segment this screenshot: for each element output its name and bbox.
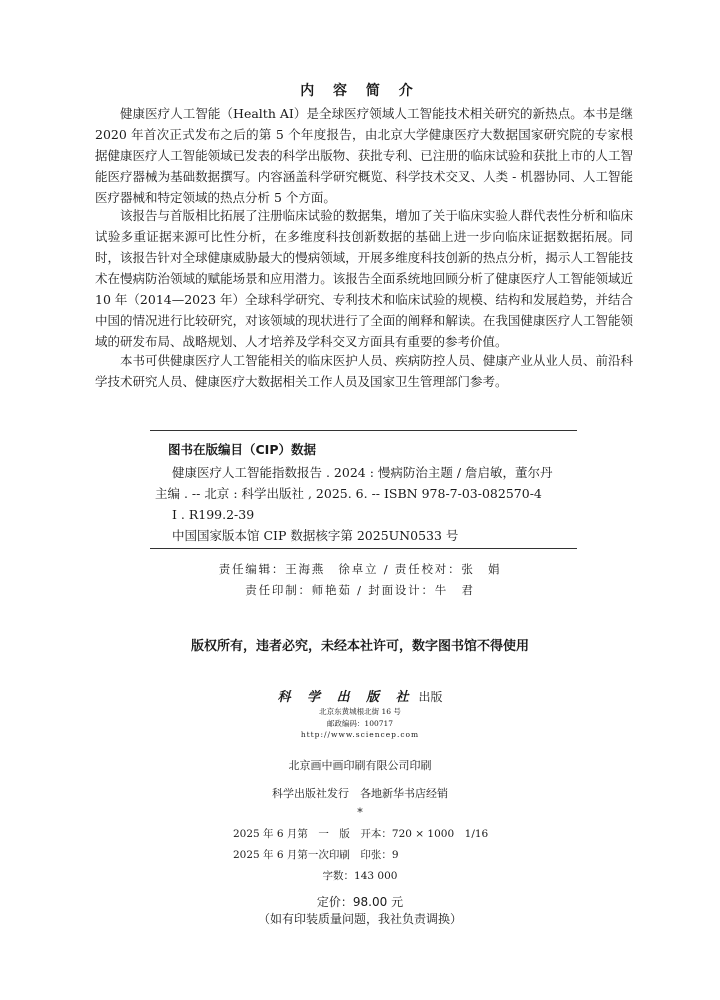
cip-data-block — [150, 430, 577, 549]
separator-asterisk: * — [357, 806, 363, 819]
cip-line: 中国国家版本馆 CIP 数据核字第 2025UN0533 号 — [172, 528, 459, 543]
production-credits: 责任印制：师艳茹 / 封面设计：牛 君 — [245, 583, 475, 597]
publisher-logo: 科 学 出 版 社 — [277, 690, 415, 705]
cip-heading: 图书在版编目（CIP）数据 — [168, 442, 316, 457]
divider — [150, 548, 577, 549]
word-count: 字数：143 000 — [322, 870, 398, 882]
publisher-address: 北京东黄城根北街 16 号 — [319, 707, 401, 716]
price: 定价：98.00 元 — [316, 895, 404, 909]
publisher-website: http://www.sciencep.com — [300, 730, 420, 739]
cip-line: Ⅰ . R199.2-39 — [172, 507, 255, 522]
summary-title: 内 容 简 介 — [300, 83, 420, 99]
summary-paragraph: 健康医疗人工智能（Health AI）是全球医疗领域人工智能技术相关研究的新热点。本书是继 2020 年首次正式发布之后的第 5 个年度报告，由北京大学健康医疗大数据国家研究院的专家根据健康医疗人工智能领域已发表的科学出版物、获批专利、已注册的临床试验和获批上市的人工智能医疗器械为基础数据撰写。内容涵盖科学研究概览、科学技术交叉、人类 - 机器协同、人工智能医疗器械和特定领域的热点分析 5 个方面。 — [95, 106, 633, 205]
divider — [150, 430, 577, 431]
printer: 北京画中画印刷有限公司印刷 — [288, 759, 432, 772]
summary-paragraph: 该报告与首版相比拓展了注册临床试验的数据集，增加了关于临床实验人群代表性分析和临床试验多重证据来源可比性分析，在多维度科技创新数据的基础上进一步向临床证据数据拓展。同时，该报告针对全球健康威胁最大的慢病领域，开展多维度科技创新的热点分析，揭示人工智能技术在慢病防治领域的赋能场景和应用潜力。该报告全面系统地回顾分析了健康医疗人工智能领域近 10 年（2014—2023 年）全球科学研究、专利技术和临床试验的规模、结构和发展趋势，并结合中国的情况进行比较研究，对该领域的现状进行了全面的阐释和解读。在我国健康医疗人工智能领域的研发布局、战略规划、人才培养及学科交叉方面具有重要的参考价值。 — [95, 208, 633, 349]
publisher-suffix: 出版 — [418, 690, 443, 704]
editor-credits: 责任编辑：王海燕 徐卓立 / 责任校对：张 娟 — [218, 562, 502, 576]
publisher-line — [0, 686, 720, 705]
cip-line: 主编 . -- 北京 : 科学出版社 , 2025. 6. -- ISBN 978-7-03-082570-4 — [155, 486, 542, 501]
copyright-notice: 版权所有，违者必究，未经本社许可，数字图书馆不得使用 — [190, 639, 529, 654]
printing-spec: 2025 年 6 月第一次印刷 印张：9 — [233, 849, 399, 861]
publisher-postcode: 邮政编码：100717 — [326, 719, 394, 728]
edition-spec: 2025 年 6 月第 一 版 开本：720 × 1000 1/16 — [233, 828, 489, 840]
quality-notice: （如有印装质量问题，我社负责调换） — [257, 912, 462, 926]
summary-paragraph: 本书可供健康医疗人工智能相关的临床医护人员、疾病防控人员、健康产业从业人员、前沿科学技术研究人员、健康医疗大数据相关工作人员及国家卫生管理部门参考。 — [95, 353, 633, 389]
cip-line: 健康医疗人工智能指数报告 . 2024 : 慢病防治主题 / 詹启敏，董尔丹 — [172, 465, 553, 480]
distributor: 科学出版社发行 各地新华书店经销 — [272, 787, 448, 800]
